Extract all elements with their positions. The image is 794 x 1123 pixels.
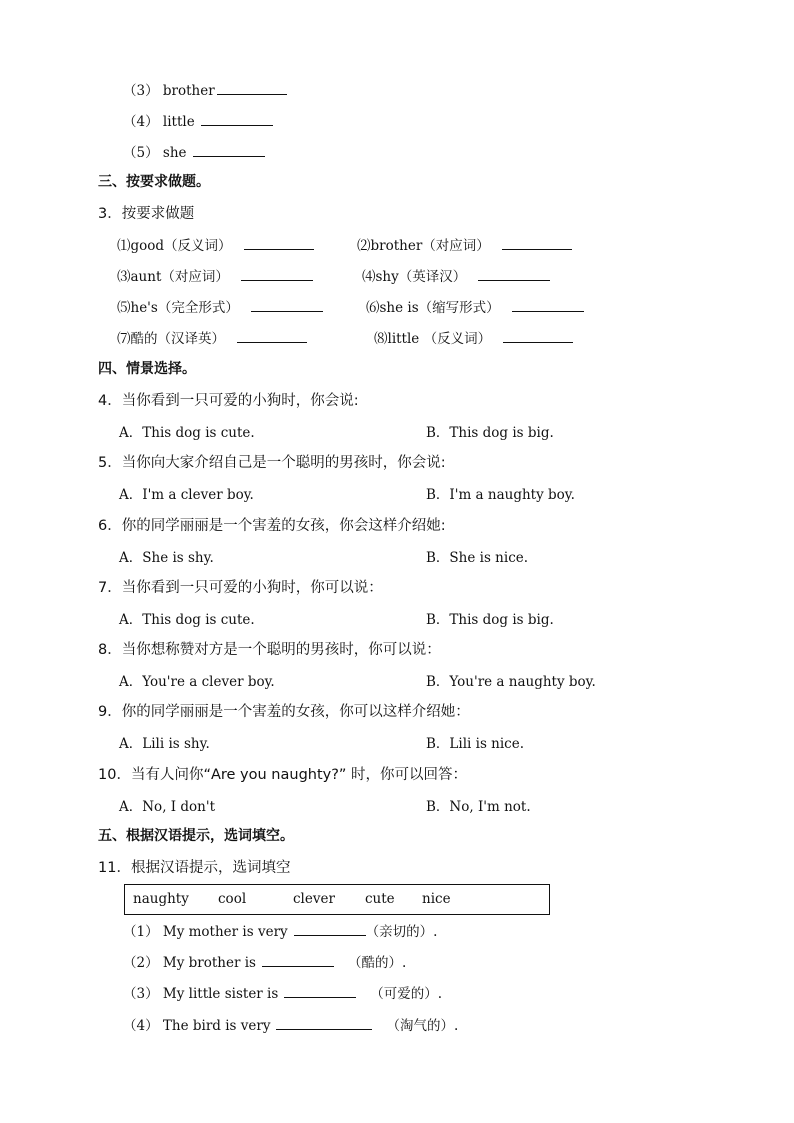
answer-blank[interactable] [503,330,573,343]
option-a[interactable]: A．This dog is cute. [119,612,255,628]
item-sentence: My mother is very [162,924,288,940]
task-6 [366,296,584,316]
section-3-title: 三、按要求做题。 [98,174,210,190]
question-7: 7．当你看到一只可爱的小狗时，你可以说： [98,580,383,596]
option-b[interactable]: B．Lili is nice. [426,736,525,752]
task-label: ⑸he's（完全形式） [117,300,239,316]
fill-item-3 [123,982,442,1002]
option-b[interactable]: B．I'm a naughty boy. [426,487,575,503]
item-word: she [162,145,187,161]
task-3 [117,265,313,285]
item-number: （3） [123,986,159,1002]
option-a[interactable]: A．This dog is cute. [119,425,255,441]
question-4: 4．当你看到一只可爱的小狗时，你会说: [98,393,359,409]
fill-item-2 [123,951,406,971]
item-number: （4） [123,114,159,130]
word-bank-item: nice [422,891,451,907]
option-b[interactable]: B．This dog is big. [426,425,554,441]
word-bank-item: clever [293,891,335,907]
option-a[interactable]: A．You're a clever boy. [119,674,275,690]
item-number: （5） [123,145,159,161]
task-label: ⑷shy（英译汉） [362,269,467,285]
answer-blank[interactable] [284,985,356,998]
answer-blank[interactable] [276,1017,372,1030]
answer-blank[interactable] [294,923,366,936]
answer-blank[interactable] [251,299,323,312]
task-label: ⑻little （反义词） [374,331,492,347]
fill-item-1 [123,920,437,940]
question-3: 3．按要求做题 [98,206,195,222]
word-bank-item: naughty [133,891,189,907]
answer-blank[interactable] [478,268,550,281]
question-9: 9．你的同学丽丽是一个害羞的女孩，你可以这样介绍她： [98,704,470,720]
option-a[interactable]: A．She is shy. [119,550,214,566]
part2-item-5 [123,141,265,161]
item-word: brother [162,83,215,99]
section-4-title: 四、情景选择。 [98,361,196,377]
chinese-hint: （可爱的）. [370,986,443,1002]
task-label: ⑺酷的（汉译英） [117,331,225,347]
item-sentence: My little sister is [162,986,279,1002]
answer-blank[interactable] [237,330,307,343]
item-number: （2） [123,955,159,971]
word-bank-item: cool [218,891,247,907]
answer-blank[interactable] [201,113,273,126]
chinese-hint: （淘气的）. [386,1018,459,1034]
task-7 [117,327,307,347]
question-11: 11．根据汉语提示，选词填空 [98,860,291,876]
item-word: little [162,114,195,130]
section-5-title: 五、根据汉语提示，选词填空。 [98,828,294,844]
item-number: （4） [123,1018,159,1034]
item-number: （3） [123,83,159,99]
option-b[interactable]: B．This dog is big. [426,612,554,628]
option-a[interactable]: A．Lili is shy. [119,736,210,752]
word-bank-item: cute [365,891,395,907]
item-number: （1） [123,924,159,940]
part2-item-3 [123,79,287,99]
option-b[interactable]: B．She is nice. [426,550,529,566]
chinese-hint: （亲切的）. [365,924,438,940]
answer-blank[interactable] [217,82,287,95]
answer-blank[interactable] [262,954,334,967]
item-sentence: My brother is [162,955,256,971]
question-6: 6．你的同学丽丽是一个害羞的女孩，你会这样介绍她: [98,518,446,534]
task-8 [374,327,573,347]
option-b[interactable]: B．You're a naughty boy. [426,674,596,690]
task-4 [362,265,550,285]
task-label: ⑵brother（对应词） [357,238,490,254]
task-label: ⑶aunt（对应词） [117,269,229,285]
option-a[interactable]: A．I'm a clever boy. [119,487,254,503]
task-1 [117,234,314,254]
answer-blank[interactable] [502,237,572,250]
task-5 [117,296,323,316]
task-label: ⑴good（反义词） [117,238,232,254]
answer-blank[interactable] [512,299,584,312]
question-8: 8．当你想称赞对方是一个聪明的男孩时，你可以说： [98,642,441,658]
task-label: ⑹she is（缩写形式） [366,300,500,316]
option-b[interactable]: B．No, I'm not. [426,799,531,815]
part2-item-4 [123,110,273,130]
item-sentence: The bird is very [162,1018,271,1034]
answer-blank[interactable] [241,268,313,281]
word-bank-box [124,884,550,915]
option-a[interactable]: A．No, I don't [119,799,215,815]
question-10: 10．当有人问你“Are you naughty?” 时，你可以回答： [98,767,468,783]
question-5: 5．当你向大家介绍自己是一个聪明的男孩时，你会说: [98,455,446,471]
fill-item-4 [123,1014,458,1034]
answer-blank[interactable] [193,144,265,157]
task-2 [357,234,572,254]
chinese-hint: （酷的）. [347,955,407,971]
answer-blank[interactable] [244,237,314,250]
